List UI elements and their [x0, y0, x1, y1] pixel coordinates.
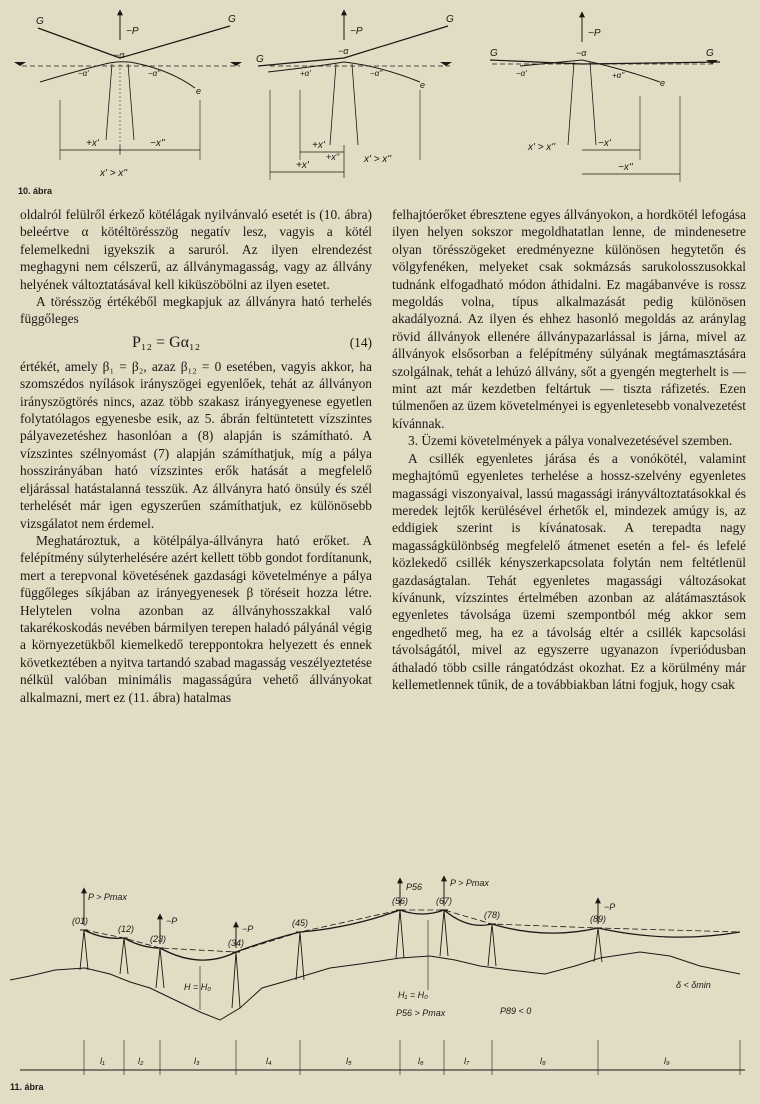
- left-column: [20, 206, 372, 706]
- right-para-2: A csillék egyenletes járása és a vonókötél, valamint meghajtómű egyenletes terhelése a hossz-szelvény egyenletes magassági viszonyaival, lassú magassági irányváltoztatásokkal és meredek lejtők kerülésével érhetők el, mindezek amúgy is, az eddigiek szerint is kívánatosak. A terepadta nagy magasságkülönbség megfelelő átmenet esetén a fel- és lefelé közlekedő csillék kényszerkapcsolata folytán nem feltétlenül gazdaságtalan. Tehát egyenletes magassági változásokat kívánunk, vízszintes értelmében azonban az alátámasztások egyenletes távolsága üzemi szempontból még akkor sem engedhető meg, ha ez a távolság eltér a csillék kapcsolási távolságától, mivel az egyszerre ugyanazon ívperiódusban áthaladó több csille rángatódzást okozhat. Ez a körülmény már kellemetlennek tűnik, de a továbbiakban látni fogjuk, hogy csak: [392, 450, 746, 692]
- fig10-b-alpha-r: −α'': [370, 69, 383, 78]
- note-p89: P89 < 0: [500, 1006, 532, 1016]
- fig10-c-force: −P: [588, 28, 601, 39]
- tower-label-89: (89): [590, 914, 607, 924]
- equation-14: [20, 328, 372, 358]
- fig10-c-dist-r1: −x': [598, 138, 611, 149]
- fig10-c-alpha-r: +α'': [612, 71, 625, 80]
- fig10-c-alpha: −α: [576, 48, 587, 58]
- span-l2: l₂: [138, 1056, 144, 1066]
- span-l4: l₄: [266, 1056, 272, 1066]
- fig10-a-alpha-r: −α'': [148, 69, 161, 78]
- tower-label-01: (01): [72, 916, 89, 926]
- span-l3: l₃: [194, 1056, 200, 1066]
- equation-number: (14): [349, 335, 372, 351]
- force-minus-p-2: −P: [242, 924, 254, 934]
- towers: [80, 910, 602, 1008]
- tower-label-12: (12): [118, 924, 135, 934]
- tower-label-23: (23): [150, 934, 167, 944]
- note-p56-pmax: P56 > Pmax: [396, 1008, 446, 1018]
- tower-label-34: (34): [228, 938, 245, 948]
- span-l6: l₆: [418, 1056, 424, 1066]
- fig10-b-force: −P: [350, 26, 363, 37]
- left-para-4: Meghatároztuk, a kötélpálya-állványra ható erőket. A felépítmény súlyterhelésére azért kellett több gondot fordítanunk, mert a terepvonal követésének gazdasági követelménye a pálya függőleges síkjában az irányegyenesek β töréseit hozza létre. Helytelen volna azonban az állványhosszakkal való takarékoskodás nevében bármilyen terepen haladó pályánál végig a környezetükből kiemelkedő tereppontokra helyezett és ennek következtében a nyitva tartandó szabad magasság veszélyeztetése nélkül valóban minimális magasságúra vehető állványokat alkalmazni, mert ez (11. ábra) hatalmas: [20, 532, 372, 705]
- fig10-c-alpha-l: −α': [516, 69, 527, 78]
- cable-chord: [84, 910, 740, 952]
- fig10-c-G-left: G: [490, 48, 498, 59]
- right-para-1: felhajtóerőket ébresztene egyes állványokon, a hordkötél lefogása ilyen helyen sokszor megoldhatatlan lenne, de mindenesetre olyan törésszögeket eredményezne különösen hegytetőn és völgyfenéken, melyeket csak sokmázsás sarukolosszusokkal tudnánk elfogadható módon áthidalni. Ez magábanvéve is rossz megoldás volna, típus alkalmazását pedig különösen akadályozná. Az ilyen és ehhez hasonló megoldás az aránylag rövid állványok ellenére állványpazarlással is járna, mivel az állványok elsősorban a felépítmény súlyának megtámasztására szolgálnak, tehát a lehúzó állvány, sőt a gyengén megterhelt is — mint azt már kezdetben feltártuk — tiszta ráfizetés. Ezen túlmenően az üzem követelményei is egyenletesebb vonalvezetést kívánnak.: [392, 207, 746, 431]
- fig10-a-force: −P: [126, 26, 139, 37]
- fig10-b-e: e: [420, 80, 426, 90]
- force-minus-p-1: −P: [166, 916, 178, 926]
- note-delta: δ < δmin: [676, 980, 711, 990]
- fig10-b-G-right: G: [446, 14, 454, 25]
- terrain-line: [10, 952, 740, 1020]
- fig10-b-dist-r: +x'': [326, 152, 340, 162]
- equation-formula: P₁₂ = Gα₁₂: [132, 334, 201, 352]
- fig10-b-relation: x' > x'': [364, 154, 392, 165]
- force-minus-p-3: −P: [604, 902, 616, 912]
- tower-label-78: (78): [484, 910, 501, 920]
- span-l7: l₇: [464, 1056, 470, 1066]
- fig10-b-alpha: −α: [338, 46, 349, 56]
- fig10-a-dist-r: −x'': [150, 138, 165, 149]
- fig10-b-dist-l: +x': [312, 140, 325, 151]
- figure-10: [0, 0, 760, 200]
- tower-label-56: (56): [392, 896, 409, 906]
- figure-10-caption: 10. ábra: [18, 186, 53, 196]
- fig10-c-relation: x' > x'': [528, 142, 556, 153]
- force-p-max-2: P > Pmax: [450, 878, 489, 888]
- fig10-b-dist-total: +x': [296, 160, 309, 171]
- left-para-2: A törésszög értékéből megkapjuk az állványra ható terhelés függőleges: [20, 294, 372, 327]
- fig10-a-G-left: G: [36, 16, 44, 27]
- fig10-a-e: e: [196, 86, 202, 96]
- note-h1-h0: H₁ = H₀: [398, 990, 428, 1000]
- fig10-a-alpha: −α: [114, 50, 125, 60]
- right-column: [392, 206, 746, 693]
- figure-11-caption: 11. ábra: [10, 1082, 44, 1092]
- figure-11: [0, 870, 760, 1100]
- fig10-a-relation: x' > x'': [100, 168, 128, 179]
- force-p56: P56: [406, 882, 423, 892]
- fig10-c: [490, 12, 720, 182]
- left-para-1: oldalról felülről érkező kötélágak nyilvánvaló esetét is (10. ábra) beleértve α kötéltörésszög negatív lesz, vagyis a kötél felemelkedni igyekszik a saruról. Az ilyen elrendezést meghagyni nem célszerű, az állványmagasság, vagy az állvány helyének változtatásával kell kiküszöbölni az ilyen esetet.: [20, 207, 372, 292]
- fig10-b-G-left: G: [256, 54, 264, 65]
- tower-label-45: (45): [292, 918, 309, 928]
- fig10-c-G-right: G: [706, 48, 714, 59]
- note-h-h0: H = H₀: [184, 982, 212, 992]
- fig10-c-e: e: [660, 78, 666, 88]
- span-l5: l₅: [346, 1056, 352, 1066]
- fig10-a-alpha-l: −α': [78, 69, 89, 78]
- fig10-b-alpha-l: +α': [300, 69, 311, 78]
- fig10-c-dist-r2: −x'': [618, 162, 633, 173]
- span-l9: l₉: [664, 1056, 670, 1066]
- tower-label-67: (67): [436, 896, 453, 906]
- section-heading: 3. Üzemi követelmények a pálya vonalvezetésével szemben.: [408, 433, 733, 449]
- left-para-3: értékét, amely β₁ = β₂, azaz β₁₂ = 0 esetében, vagyis akkor, ha szomszédos nyílások irányszögei egyenlőek, tehát az állványon irányszögtörés nincs, azaz több szakasz irányegyenese egyetlen folytatólagos egyenesbe esik, az 5. ábrán feltüntetett vízszintes pályavezetéshez hasonlóan a (8) alapján is számítható. A vízszintes szélnyomást (7) alapján számíthatjuk, míg a pálya hosszirányában ható vízszintes erők hatását a megfelelő eljárással hatástalanná tesszük. Az állványra ható önsúly és szél terhelését már igen egyszerűen számíthatjuk, ez különösebb vizsgálatot nem érdemel.: [20, 358, 372, 531]
- span-l8: l₈: [540, 1056, 546, 1066]
- fig10-a-dist-l: +x': [86, 138, 99, 149]
- force-p-max-1: P > Pmax: [88, 892, 127, 902]
- fig10-a-G-right: G: [228, 14, 236, 25]
- span-l1: l₁: [100, 1056, 105, 1066]
